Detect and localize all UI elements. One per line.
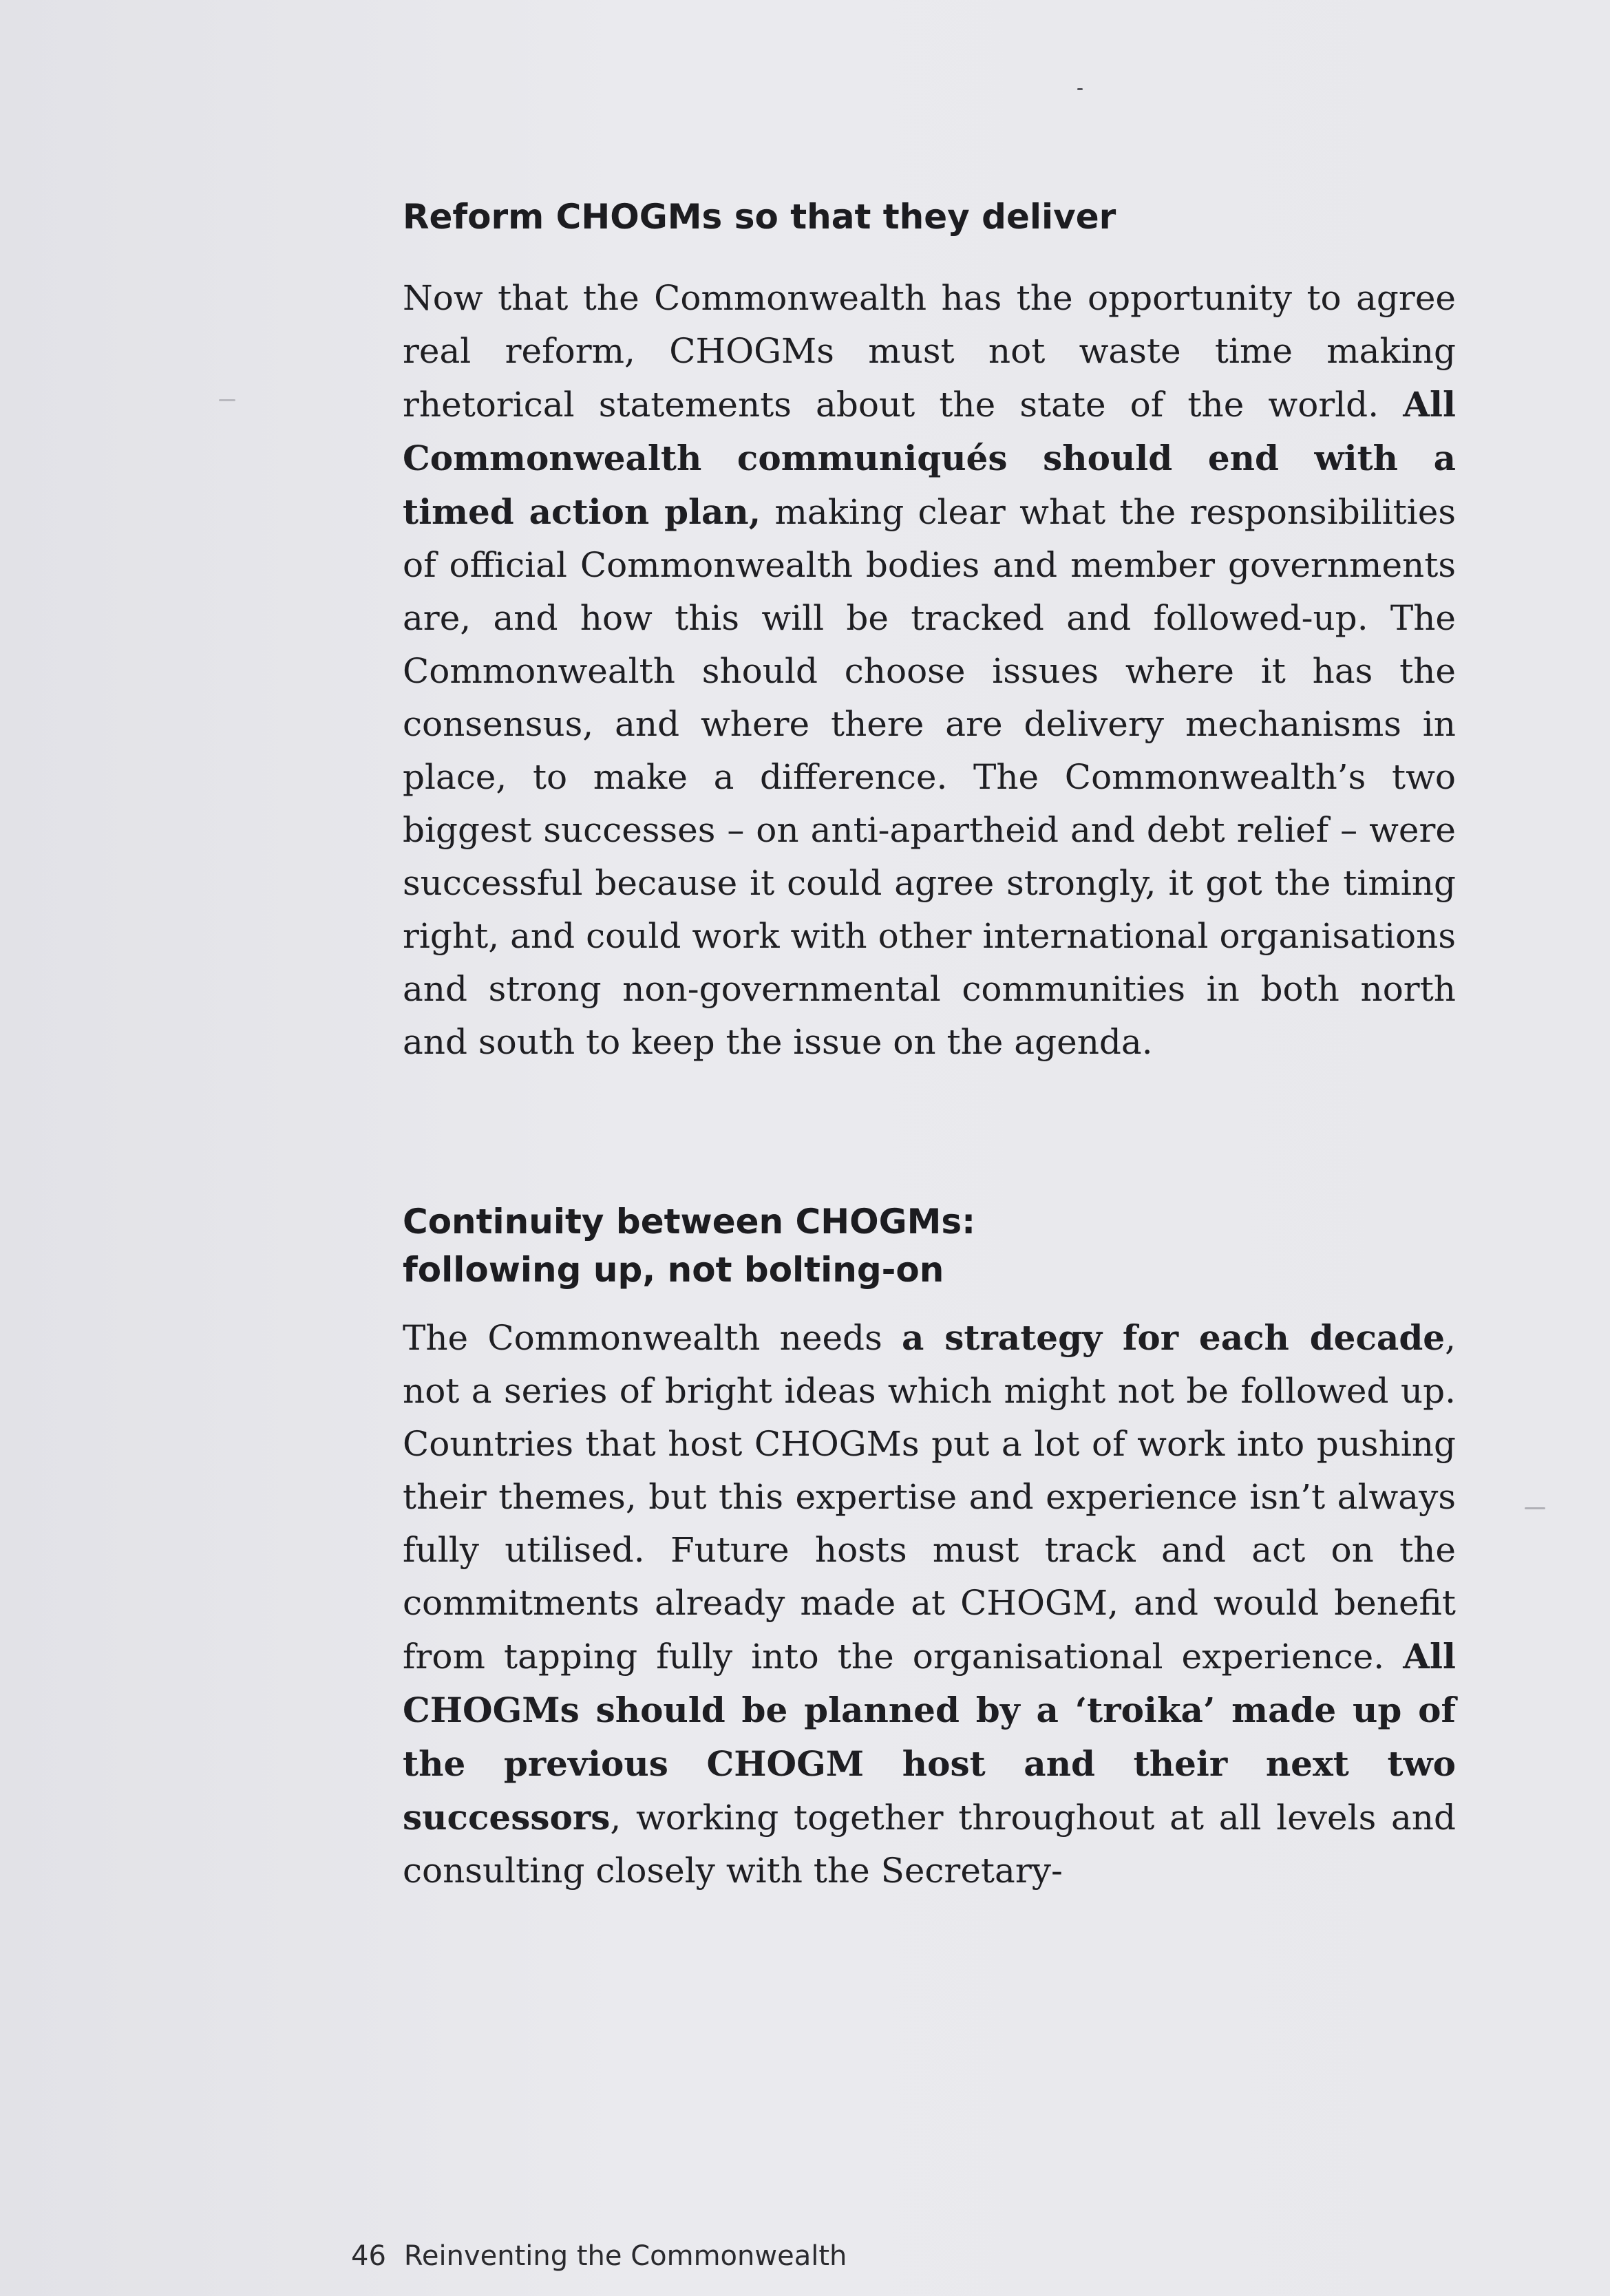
section-heading-continuity (403, 1198, 1456, 1294)
body-text-run: , not a series of bright ideas which might not be followed up. Countries that host CHOGMs put a lot of work into pushing their themes, but this expertise and experience isn’t always fully utilised. Future hosts must track and act on the commitments already made at CHOGM, and would benefit from tapping fully into the organisational experience. (403, 1318, 1457, 1677)
section-body-reform (403, 272, 1456, 1069)
section-body-continuity (403, 1311, 1456, 1898)
paper-speck (219, 399, 235, 401)
heading-line: Continuity between CHOGMs: (403, 1202, 976, 1242)
section-heading-reform: Reform CHOGMs so that they deliver (403, 197, 1116, 237)
body-text-run: making clear what the responsibilities of official Commonwealth bodies and member governments are, and how this will be tracked and followed-up. The Commonwealth should choose issues where it has the consensus, and where there are delivery mechanisms in place, to make a difference. The Commonwealth’s two biggest successes – on anti-apartheid and debt relief – were successful because it could agree strongly, it got the timing right, and could work with other international organisations and strong non-governmental communities in both north and south to keep the issue on the agenda. (403, 492, 1457, 1062)
page-number: 46 (351, 2240, 386, 2272)
paper-speck (1525, 1507, 1545, 1509)
paper-speck (1077, 88, 1083, 90)
body-text-run: , working together throughout at all levels and consulting closely with the Secretary- (403, 1798, 1456, 1891)
bold-recommendation: a strategy for each decade (902, 1317, 1445, 1358)
body-text-run: Now that the Commonwealth has the opportunity to agree real reform, CHOGMs must not waste time making rhetorical statements about the state of the world. (403, 278, 1456, 425)
bold-recommendation: All CHOGMs should be planned by a ‘troika’ made up of the previous CHOGM host and their next two successors (403, 1636, 1456, 1838)
body-text-run: The Commonwealth needs (403, 1318, 902, 1358)
running-title: Reinventing the Commonwealth (403, 2240, 847, 2272)
page-footer (351, 2240, 847, 2272)
heading-line: following up, not bolting-on (403, 1250, 944, 1290)
bold-recommendation: All Commonwealth communiqués should end with a timed action plan, (403, 384, 1456, 532)
